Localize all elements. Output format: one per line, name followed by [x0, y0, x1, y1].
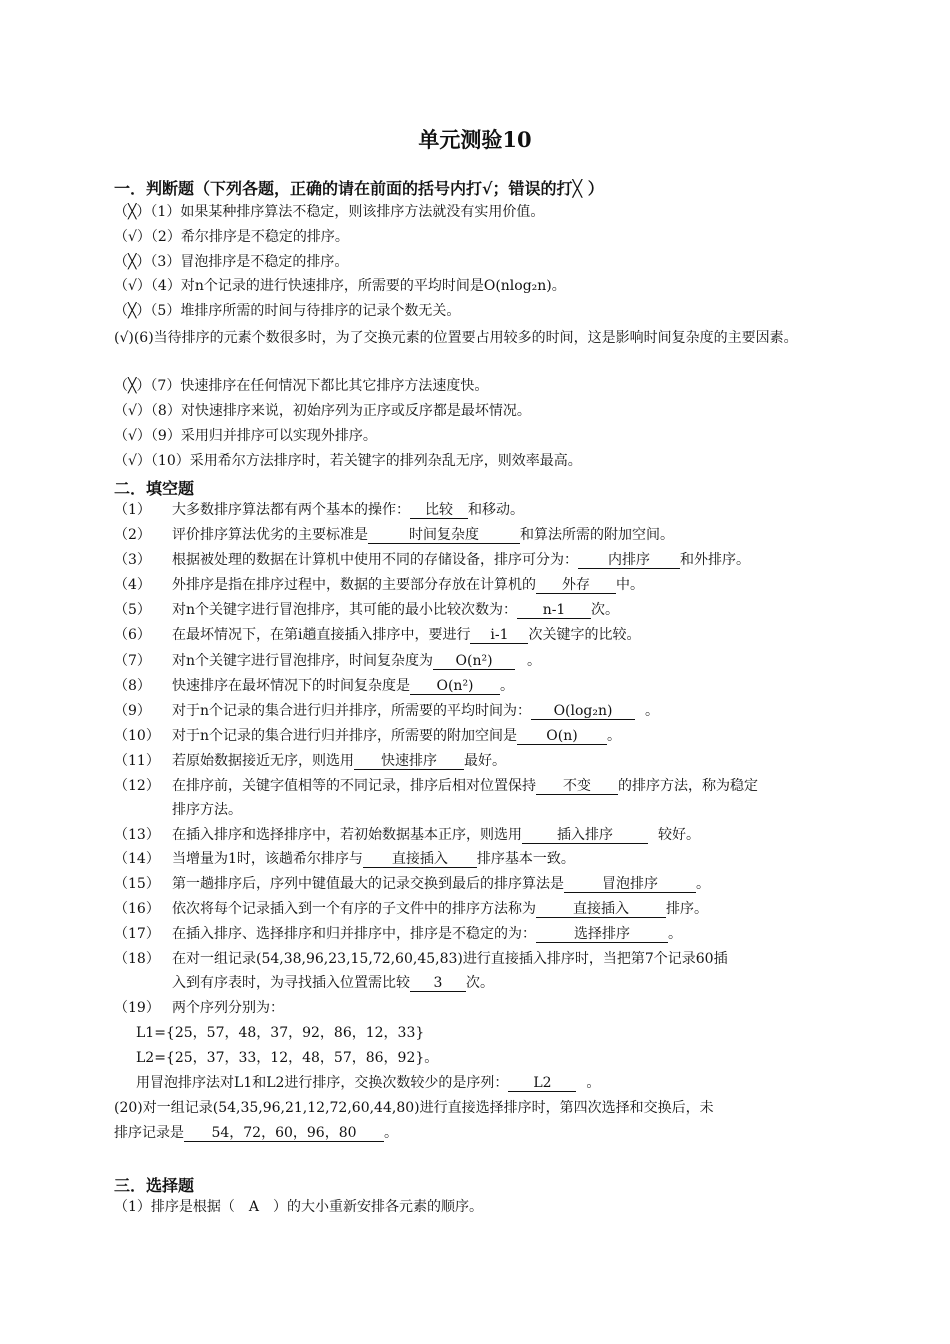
fill-item-text: 快速排序在最坏情况下的时间复杂度是 [172, 678, 410, 694]
fill-answer: 比较 [410, 502, 468, 519]
fill-answer: 冒泡排序 [564, 876, 696, 893]
fill-item-number: （11） [114, 753, 160, 769]
judge-item-10: （√）（10）采用希尔方法排序时，若关键字的排列杂乱无序，则效率最高。 [114, 453, 582, 469]
fill-item-1 [114, 501, 524, 519]
fill-item-number: （18） [114, 951, 160, 967]
fill-item-tail: 。 [527, 653, 542, 669]
fill-item-tail: 中。 [616, 577, 644, 593]
fill-item-20: (20)对一组记录(54,35,96,21,12,72,60,44,80)进行直接选择排序时，第四次选择和交换后，未 [114, 1100, 714, 1116]
fill-item-number: （9） [114, 703, 151, 719]
section-2-heading: 二．填空题 [114, 479, 195, 498]
fill-item-number: （4） [114, 577, 151, 593]
fill-answer: 插入排序 [522, 827, 648, 844]
judge-item-2: （√）（2）希尔排序是不稳定的排序。 [114, 229, 349, 245]
fill-item-tail: 。 [645, 703, 660, 719]
fill-item-18-continued [172, 974, 494, 992]
choice-item-1: （1）排序是根据（ A ）的大小重新安排各元素的顺序。 [114, 1199, 484, 1215]
fill-item-number: （10） [114, 728, 160, 744]
section-3-heading: 三．选择题 [114, 1176, 195, 1195]
fill-answer: 内排序 [578, 552, 680, 569]
judge-item-7: （╳）（7）快速排序在任何情况下都比其它排序方法速度快。 [114, 378, 489, 394]
fill-answer: i-1 [470, 627, 528, 644]
fill-item-19-question [136, 1074, 600, 1092]
fill-answer: 快速排序 [354, 753, 464, 770]
fill-item-text: 两个序列分别为： [172, 1000, 284, 1016]
fill-answer: 选择排序 [536, 926, 668, 943]
fill-item-tail: 和算法所需的附加空间。 [520, 527, 674, 543]
fill-item-number: （13） [114, 827, 160, 843]
fill-item-6 [114, 626, 640, 644]
fill-item-5 [114, 601, 619, 619]
fill-item-text: 根据被处理的数据在计算机中使用不同的存储设备，排序可分为： [172, 552, 578, 568]
fill-item-8 [114, 677, 514, 695]
fill-item-17 [114, 925, 682, 943]
fill-item-text: 依次将每个记录插入到一个有序的子文件中的排序方法称为 [172, 901, 536, 917]
fill-item-text: 在对一组记录(54,38,96,23,15,72,60,45,83)进行直接插入排序时，当把第7个记录60插 [172, 951, 728, 967]
fill-item-tail: 次。 [591, 602, 620, 618]
fill-item-tail: 。 [696, 876, 710, 892]
fill-answer: O(n) [517, 728, 607, 745]
fill-item-text: 入到有序表时，为寻找插入位置需比较 [172, 975, 410, 991]
fill-answer: 外存 [536, 577, 616, 594]
fill-item-number: （8） [114, 678, 151, 694]
fill-answer: 54，72，60，96，80 [184, 1125, 384, 1142]
document-title: 单元测验10 [418, 127, 532, 152]
fill-item-text: 对于n个记录的集合进行归并排序，所需要的平均时间为： [172, 703, 532, 719]
fill-item-tail: 。 [384, 1125, 398, 1141]
judge-item-8: （√）（8）对快速排序来说，初始序列为正序或反序都是最坏情况。 [114, 403, 531, 419]
fill-item-tail: 次。 [466, 975, 494, 991]
fill-item-text: 若原始数据接近无序，则选用 [172, 753, 354, 769]
fill-item-number: （16） [114, 901, 160, 917]
fill-item-12-continued: 排序方法。 [172, 802, 242, 818]
fill-item-text: 在插入排序和选择排序中，若初始数据基本正序，则选用 [172, 827, 522, 843]
fill-answer: 直接插入 [536, 901, 666, 918]
fill-item-12 [114, 777, 758, 795]
fill-item-text: 排序记录是 [114, 1125, 184, 1141]
fill-item-tail: 。 [668, 926, 682, 942]
fill-answer: 直接插入 [363, 851, 477, 868]
fill-item-text: 大多数排序算法都有两个基本的操作： [172, 502, 410, 518]
fill-item-10 [114, 727, 621, 745]
fill-item-text: 评价排序算法优劣的主要标准是 [172, 527, 368, 543]
fill-item-text: 对n个关键字进行冒泡排序，其可能的最小比较次数为： [172, 602, 518, 618]
judge-item-5: （╳）（5）堆排序所需的时间与待排序的记录个数无关。 [114, 303, 461, 319]
judge-item-9: （√）（9）采用归并排序可以实现外排序。 [114, 428, 377, 444]
fill-item-tail: 排序基本一致。 [476, 851, 575, 867]
fill-item-2 [114, 526, 674, 544]
fill-item-tail: 的排序方法，称为稳定 [618, 778, 758, 794]
fill-item-tail: 和外排序。 [680, 552, 750, 568]
fill-item-number: （19） [114, 1000, 160, 1016]
fill-answer: n-1 [517, 602, 591, 619]
judge-item-3: （╳）（3）冒泡排序是不稳定的排序。 [114, 254, 349, 270]
fill-item-number: （12） [114, 778, 160, 794]
fill-item-number: （5） [114, 602, 151, 618]
judge-item-6: (√)(6)当待排序的元素个数很多时，为了交换元素的位置要占用较多的时间，这是影响时间复杂度的主要因素。 [114, 330, 798, 346]
fill-answer: O(n²) [410, 678, 500, 695]
fill-item-tail: 次关键字的比较。 [528, 627, 641, 643]
section-1-heading: 一．判断题（下列各题，正确的请在前面的括号内打√；错误的打╳ ） [114, 179, 604, 198]
fill-item-number: （2） [114, 527, 151, 543]
sequence-l2: L2={25，37，33，12，48，57，86，92}。 [136, 1050, 439, 1066]
fill-item-16 [114, 900, 708, 918]
fill-item-tail: 。 [607, 728, 622, 744]
fill-item-number: （14） [114, 851, 160, 867]
fill-item-14 [114, 850, 575, 868]
fill-item-19 [114, 999, 284, 1017]
fill-item-number: （3） [114, 552, 151, 568]
fill-item-18 [114, 950, 728, 968]
fill-item-text: 在插入排序、选择排序和归并排序中，排序是不稳定的为： [172, 926, 536, 942]
fill-item-15 [114, 875, 710, 893]
fill-item-7 [114, 652, 541, 670]
fill-answer: 3 [410, 975, 466, 992]
fill-answer: 时间复杂度 [368, 527, 520, 544]
fill-item-20-continued [114, 1124, 398, 1142]
fill-item-number: （7） [114, 653, 151, 669]
fill-item-number: （6） [114, 627, 151, 643]
fill-item-9 [114, 702, 659, 720]
fill-item-number: （15） [114, 876, 160, 892]
fill-item-tail: 最好。 [464, 753, 506, 769]
fill-item-tail: 。 [500, 678, 514, 694]
fill-item-tail: 较好。 [658, 827, 700, 843]
fill-item-text: 在排序前，关键字值相等的不同记录，排序后相对位置保持 [172, 778, 536, 794]
fill-item-number: （17） [114, 926, 160, 942]
fill-answer: 不变 [536, 778, 618, 795]
fill-item-text: 外排序是指在排序过程中，数据的主要部分存放在计算机的 [172, 577, 536, 593]
fill-item-text: 在最坏情况下，在第i趟直接插入排序中，要进行 [172, 627, 471, 643]
fill-item-text: 对n个关键字进行冒泡排序，时间复杂度为 [172, 653, 434, 669]
sequence-l1: L1={25，57，48，37，92，86，12，33} [136, 1025, 425, 1041]
judge-item-4: （√）（4）对n个记录的进行快速排序，所需要的平均时间是O(nlog₂n)。 [114, 278, 566, 294]
judge-item-1: （╳）（1）如果某种排序算法不稳定，则该排序方法就没有实用价值。 [114, 204, 545, 220]
fill-item-3 [114, 551, 750, 569]
fill-item-13 [114, 826, 700, 844]
fill-item-tail: 和移动。 [468, 502, 524, 518]
fill-item-tail: 。 [586, 1075, 601, 1091]
fill-item-text: 用冒泡排序法对L1和L2进行排序，交换次数较少的是序列： [136, 1075, 509, 1091]
fill-item-text: 第一趟排序后，序列中键值最大的记录交换到最后的排序算法是 [172, 876, 564, 892]
fill-answer: O(log₂n) [531, 703, 635, 720]
fill-item-11 [114, 752, 506, 770]
fill-item-text: 当增量为1时，该趟希尔排序与 [172, 851, 363, 867]
fill-item-4 [114, 576, 644, 594]
fill-item-number: （1） [114, 502, 151, 518]
fill-item-text: 对于n个记录的集合进行归并排序，所需要的附加空间是 [172, 728, 518, 744]
fill-answer: O(n²) [433, 653, 515, 670]
fill-answer: L2 [508, 1075, 576, 1092]
fill-item-tail: 排序。 [666, 901, 708, 917]
